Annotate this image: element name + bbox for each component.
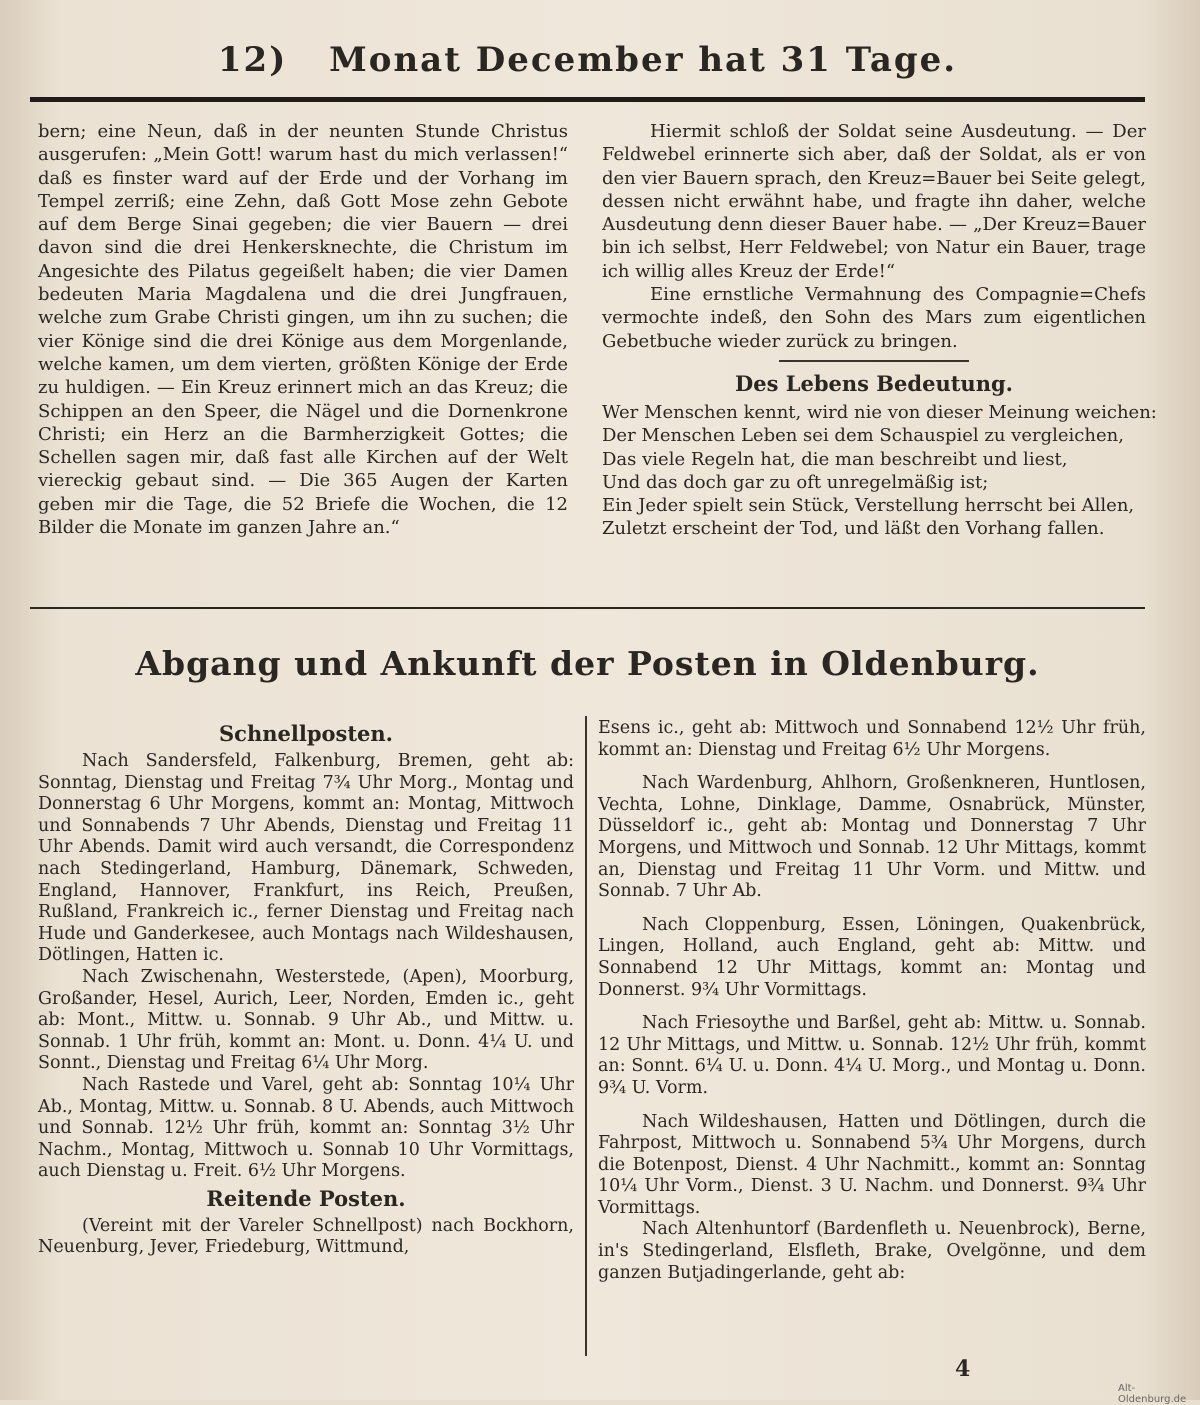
page-signature: 4 [955,1356,971,1382]
page-title: Monat December hat 31 Tage. [329,40,958,80]
poem-line: Der Menschen Leben sei dem Schauspiel zu vergleichen, [602,425,1124,447]
heading-reitende-posten: Reitende Posten. [206,1185,406,1211]
page-number: 12) [217,40,288,80]
poem [602,401,1157,541]
posts-left-column [38,718,574,1259]
right-paragraph: Eine ernstliche Vermahnung des Compagnie=Chefs vermochte indeß, den Sohn des Mars zum eigentlichen Gebetbuche wieder zurück zu bringen. [602,284,1146,352]
poem-line: Das viele Regeln hat, die man beschreibt und liest, [602,448,1068,470]
posts-title: Abgang und Ankunft der Posten in Oldenburg. [135,644,1040,683]
post-paragraph: Nach Friesoythe und Barßel, geht ab: Mittw. u. Sonnab. 12 Uhr Mittags, und Mittw. u. Sonnab. 12½ Uhr früh, kommt an: Sonnt. 6¼ U. u. Donn. 4¼ U. Morg., und Montag u. Donn. 9¾ U. Vorm. [598,1013,1146,1098]
post-paragraph: Nach Zwischenahn, Westerstede, (Apen), Moorburg, Großander, Hesel, Aurich, Leer, Norden, Emden ic., geht ab: Mont., Mittw. u. Sonnab. 9 Uhr Ab., und Mittw. u. Sonnab. 1 Uhr früh, kommt an: Mont. u. Donn. 4¼ U. und Sonnt., Dienstag und Freitag 6¼ Uhr Morg. [38,966,574,1074]
section-divider [779,360,969,362]
post-paragraph: Nach Cloppenburg, Essen, Löningen, Quakenbrück, Lingen, Holland, auch England, geht ab: Mittw. und Sonnabend 12 Uhr Mittags, kommt an: Montag und Donnerst. 9¾ Uhr Vormittags. [598,914,1146,1000]
poem-line: Und das doch gar zu oft unregelmäßig ist; [602,471,989,493]
poem-line: Zuletzt erscheint der Tod, und läßt den Vorhang fallen. [602,518,1105,540]
header-rule [30,97,1145,102]
section-rule [30,607,1145,609]
poem-line: Wer Menschen kennt, wird nie von dieser Meinung weichen: [602,401,1157,423]
column-divider [585,716,587,1356]
post-paragraph: Nach Wildeshausen, Hatten und Dötlingen, durch die Fahrpost, Mittwoch u. Sonnabend 5¾ Uhr Morgens, durch die Botenpost, Dienst. 4 Uhr Nachmitt., kommt an: Sonntag 10¼ Uhr Vorm., Dienst. 3 U. Nachm. und Donnerst. 9¾ Uhr Vormittags. [598,1111,1146,1218]
left-column [38,120,568,539]
poem-title: Des Lebens Bedeutung. [735,370,1013,396]
right-column [602,120,1157,541]
post-paragraph: Nach Wardenburg, Ahlhorn, Großenkneren, Huntlosen, Vechta, Lohne, Dinklage, Damme, Osnabrück, Münster, Düsseldorf ic., geht ab: Montag und Donnerstag 7 Uhr Morgens, und Mittwoch und Sonnab. 12 Uhr Mittags, kommt an, Dienstag und Freitag 11 Uhr Vorm. und Mittw. und Sonnab. 7 Uhr Ab. [598,773,1146,902]
post-paragraph: Nach Rastede und Varel, geht ab: Sonntag 10¼ Uhr Ab., Montag, Mittw. u. Sonnab. 8 U. Abends, auch Mittwoch und Sonnab. 12½ Uhr früh, kommt an: Sonntag 3½ Uhr Nachm., Montag, Mittwoch u. Sonnab 10 Uhr Vormittags, auch Dienstag u. Freit. 6½ Uhr Morgens. [38,1074,574,1182]
source-credit: Alt-Oldenburg.de [1118,1383,1187,1405]
left-paragraph: bern; eine Neun, daß in der neunten Stunde Christus ausgerufen: „Mein Gott! warum hast du mich verlassen!“ daß es finster ward auf der Erde und der Vorhang im Tempel zerriß; eine Zehn, daß Gott Mose zehn Gebote auf dem Berge Sinai gegeben; die vier Bauern — drei davon sind die drei Henkersknechte, die Christum im Angesichte des Pilatus gegeißelt haben; die vier Damen bedeuten Maria Magdalena und die drei Jungfrauen, welche zum Grabe Christi gingen, um ihn zu suchen; die vier Könige sind die drei Könige aus dem Morgenlande, welche kamen, um dem vierten, größten Könige der Erde zu huldigen. — Ein Kreuz erinnert mich an das Kreuz; die Schippen an den Speer, die Nägel und die Dornenkrone Christi; ein Herz an die Barmherzigkeit Gottes; die Schellen sagen mir, daß fast alle Kirchen auf der Welt viereckig gebaut sind. — Die 365 Augen der Karten geben mir die Tage, die 52 Briefe die Wochen, die 12 Bilder die Monate im ganzen Jahre an.“ [38,121,568,539]
heading-schnellposten: Schnellposten. [219,721,393,746]
post-paragraph: (Vereint mit der Vareler Schnellpost) nach Bockhorn, Neuenburg, Jever, Friedeburg, Wittmund, [38,1215,574,1258]
post-paragraph: Nach Sandersfeld, Falkenburg, Bremen, geht ab: Sonntag, Dienstag und Freitag 7¾ Uhr Morg., Montag und Donnerstag 6 Uhr Morgens, kommt an: Montag, Mittwoch und Sonnabends 7 Uhr Abends, Dienstag und Freitag 11 Uhr Abends. Damit wird auch versandt, die Correspondenz nach Stedingerland, Hamburg, Dänemark, Schweden, England, Hannover, Frankfurt, ins Reich, Preußen, Rußland, Frankreich ic., ferner Dienstag und Freitag nach Hude und Ganderkesee, auch Montags nach Wildeshausen, Dötlingen, Hatten ic. [38,751,574,966]
post-paragraph: Esens ic., geht ab: Mittwoch und Sonnabend 12½ Uhr früh, kommt an: Dienstag und Freitag 6½ Uhr Morgens. [598,718,1146,760]
right-paragraph: Hiermit schloß der Soldat seine Ausdeutung. — Der Feldwebel erinnerte sich aber, daß der Soldat, als er von den vier Bauern sprach, den Kreuz=Bauer bei Seite gelegt, dessen nicht erwähnt habe, und fragte ihn daher, welche Ausdeutung denn dieser Bauer habe. — „Der Kreuz=Bauer bin ich selbst, Herr Feldwebel; von Natur ein Bauer, trage ich willig alles Kreuz der Erde!“ [602,121,1146,282]
post-paragraph: Nach Altenhuntorf (Bardenfleth u. Neuenbrock), Berne, in's Stedingerland, Elsfleth, Brake, Ovelgönne, und dem ganzen Butjadingerlande, geht ab: [598,1219,1146,1283]
posts-right-column [598,718,1146,1284]
page-header [30,40,1145,96]
poem-line: Ein Jeder spielt sein Stück, Verstellung herrscht bei Allen, [602,495,1135,517]
